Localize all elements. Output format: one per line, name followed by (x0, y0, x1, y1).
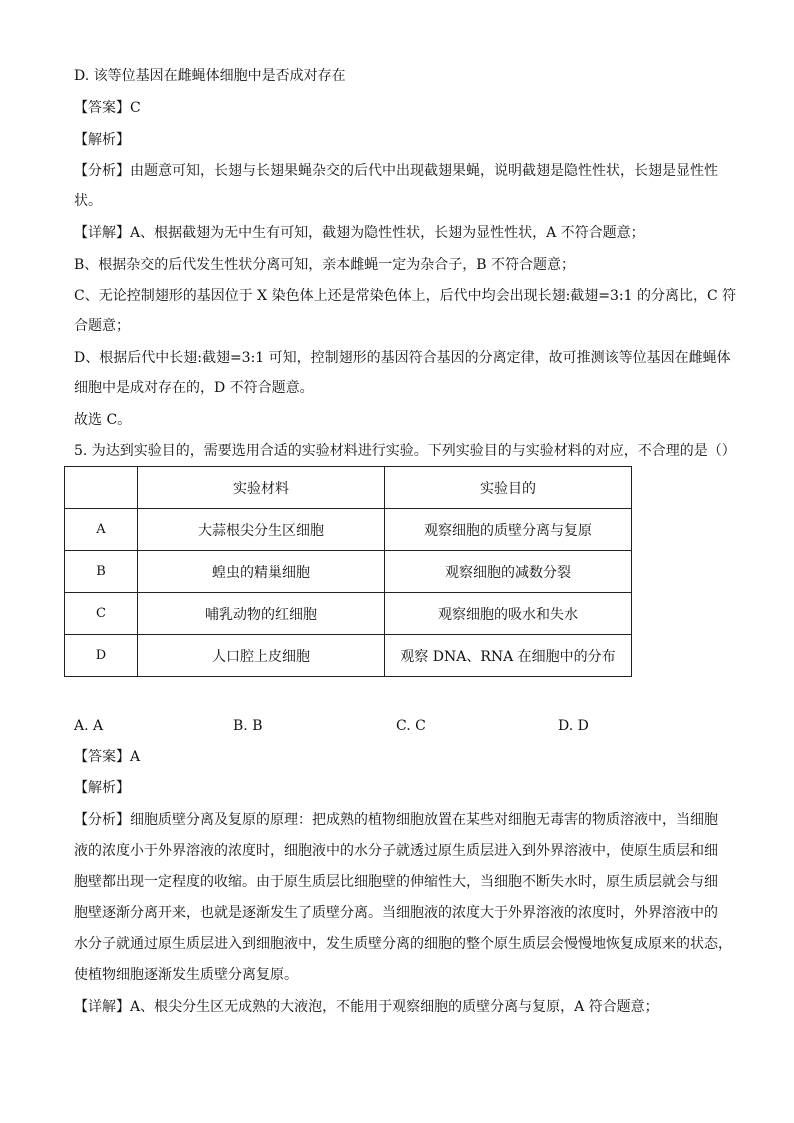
analysis-text-2-cont: 胞壁都出现一定程度的收缩。由于原生质层比细胞壁的伸缩性大，当细胞不断失水时，原生质层就会与细 (74, 874, 718, 890)
detail-c: C、无论控制翅形的基因位于 X 染色体上还是常染色体上，后代中均会出现长翅:截翅=3:1 的分离比，C 符 (74, 288, 737, 304)
detail-a-2: 【详解】A、根尖分生区无成熟的大液泡，不能用于观察细胞的质壁分离与复原，A 符合题意； (74, 999, 659, 1015)
analysis-text-2-cont: 水分子就通过原生质层进入到细胞液中，发生质壁分离的细胞的整个原生质层会慢慢地恢复成原来的状态， (74, 936, 732, 952)
detail-c-cont: 合题意； (74, 318, 130, 334)
table-cell: 观察细胞的吸水和失水 (385, 593, 632, 635)
table-cell: D (65, 635, 138, 677)
table-cell: C (65, 593, 138, 635)
analysis-text: 【分析】由题意可知，长翅与长翅果蝇杂交的后代中出现截翅果蝇，说明截翅是隐性性状，长翅是显性性 (74, 163, 718, 179)
table-header-row (65, 467, 632, 509)
table-row (65, 635, 632, 677)
analysis-label: 【解析】 (74, 132, 130, 148)
answer-label-2: 【答案】A (74, 749, 141, 765)
analysis-text-cont: 状。 (74, 193, 102, 209)
question-5: 5. 为达到实验目的，需要选用合适的实验材料进行实验。下列实验目的与实验材料的对应，不合理的是（） (74, 443, 736, 459)
detail-a: 【详解】A、根据截翅为无中生有可知，截翅为隐性性状，长翅为显性性状，A 不符合题意； (74, 225, 645, 241)
analysis-text-2: 【分析】细胞质壁分离及复原的原理：把成熟的植物细胞放置在某些对细胞无毒害的物质溶液中，当细胞 (74, 812, 718, 828)
analysis-label-2: 【解析】 (74, 780, 130, 796)
table-cell: 蝗虫的精巢细胞 (138, 551, 385, 593)
table-header-cell: 实验材料 (138, 467, 385, 509)
conclusion: 故选 C。 (74, 412, 132, 428)
table-row (65, 593, 632, 635)
experiment-table (64, 466, 632, 677)
table-cell: 哺乳动物的红细胞 (138, 593, 385, 635)
table-cell: B (65, 551, 138, 593)
table-cell: 观察 DNA、RNA 在细胞中的分布 (385, 635, 632, 677)
table-header-cell (65, 467, 138, 509)
choice-b: B. B (233, 718, 263, 734)
choice-c: C. C (396, 718, 426, 734)
table-cell: 观察细胞的质壁分离与复原 (385, 509, 632, 551)
table-row (65, 551, 632, 593)
choice-a: A. A (74, 718, 104, 734)
table-cell: 大蒜根尖分生区细胞 (138, 509, 385, 551)
table-cell: 人口腔上皮细胞 (138, 635, 385, 677)
choice-d: D. D (558, 718, 589, 734)
table-header-cell: 实验目的 (385, 467, 632, 509)
table-row (65, 509, 632, 551)
analysis-text-2-cont: 胞壁逐渐分离开来，也就是逐渐发生了质壁分离。当细胞液的浓度大于外界溶液的浓度时，外界溶液中的 (74, 905, 718, 921)
detail-d-cont: 细胞中是成对存在的，D 不符合题意。 (74, 380, 314, 396)
option-d-text: D. 该等位基因在雌蝇体细胞中是否成对存在 (74, 68, 346, 84)
table-cell: A (65, 509, 138, 551)
analysis-text-2-cont: 使植物细胞逐渐发生质壁分离复原。 (74, 967, 298, 983)
detail-b: B、根据杂交的后代发生性状分离可知，亲本雌蝇一定为杂合子，B 不符合题意； (74, 257, 576, 273)
analysis-text-2-cont: 液的浓度小于外界溶液的浓度时，细胞液中的水分子就透过原生质层进入到外界溶液中，使原生质层和细 (74, 843, 718, 859)
table-cell: 观察细胞的减数分裂 (385, 551, 632, 593)
detail-d: D、根据后代中长翅:截翅=3:1 可知，控制翅形的基因符合基因的分离定律，故可推测该等位基因在雌蝇体 (74, 350, 731, 366)
answer-label: 【答案】C (74, 100, 141, 116)
